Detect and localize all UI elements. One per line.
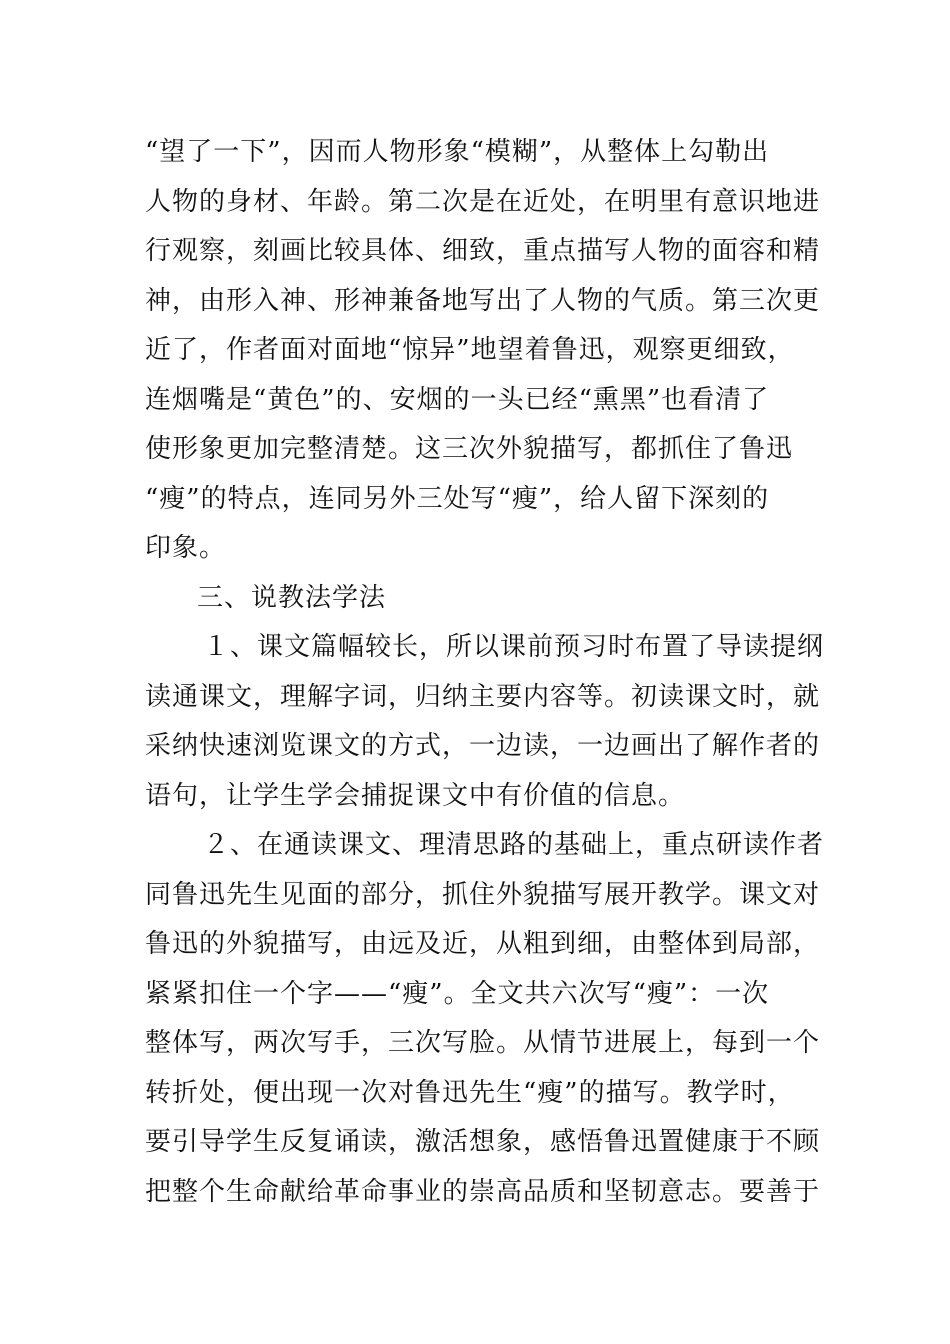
- paragraph-line: “望了一下”，因而人物形象“模糊”，从整体上勾勒出: [145, 137, 770, 167]
- paragraph-line: 连烟嘴是“黄色”的、安烟的一头已经“熏黑”也看清了: [145, 384, 770, 415]
- paragraph-line: 印象。: [145, 533, 227, 563]
- paragraph-line: 神，由形入神、形神兼备地写出了人物的气质。第三次更: [145, 285, 821, 316]
- section-heading: 三、说教法学法: [197, 582, 387, 613]
- document-body: [145, 128, 825, 1217]
- paragraph-line: 语句，让学生学会捕捉课文中有价值的信息。: [145, 780, 686, 811]
- paragraph-line: 读通课文，理解字词，归纳主要内容等。初读课文时，就: [145, 681, 821, 712]
- paragraph-line: 采纳快速浏览课文的方式，一边读，一边画出了解作者的: [145, 731, 821, 761]
- paragraph-line: 人物的身材、年龄。第二次是在近处，在明里有意识地进: [145, 186, 821, 217]
- paragraph-line: 使形象更加完整清楚。这三次外貌描写，都抓住了鲁迅: [145, 434, 794, 464]
- paragraph-line: 鲁迅的外貌描写，由远及近，从粗到细，由整体到局部，: [145, 929, 821, 959]
- numbered-paragraph-start: １、课文篇幅较长，所以课前预习时布置了导读提纲: [203, 632, 825, 662]
- paragraph-line: 行观察，刻画比较具体、细致，重点描写人物的面容和精: [145, 236, 821, 266]
- paragraph-line: 要引导学生反复诵读，激活想象，感悟鲁迅置健康于不顾: [145, 1127, 821, 1157]
- paragraph-line: 整体写，两次写手，三次写脸。从情节进展上，每到一个: [145, 1028, 821, 1058]
- paragraph-line: 把整个生命献给革命事业的崇高品质和坚韧意志。要善于: [145, 1176, 821, 1207]
- numbered-paragraph-start: ２、在通读课文、理清思路的基础上，重点研读作者: [203, 830, 825, 860]
- paragraph-line: 转折处，便出现一次对鲁迅先生“瘦”的描写。教学时，: [145, 1077, 795, 1108]
- paragraph-line: “瘦”的特点，连同另外三处写“瘦”，给人留下深刻的: [145, 483, 770, 514]
- paragraph-line: 近了，作者面对面地“惊异”地望着鲁迅，观察更细致，: [145, 335, 795, 365]
- paragraph-line: 同鲁迅先生见面的部分，抓住外貌描写展开教学。课文对: [145, 879, 821, 910]
- paragraph-line: 紧紧扣住一个字——“瘦”。全文共六次写“瘦”：一次: [145, 978, 770, 1009]
